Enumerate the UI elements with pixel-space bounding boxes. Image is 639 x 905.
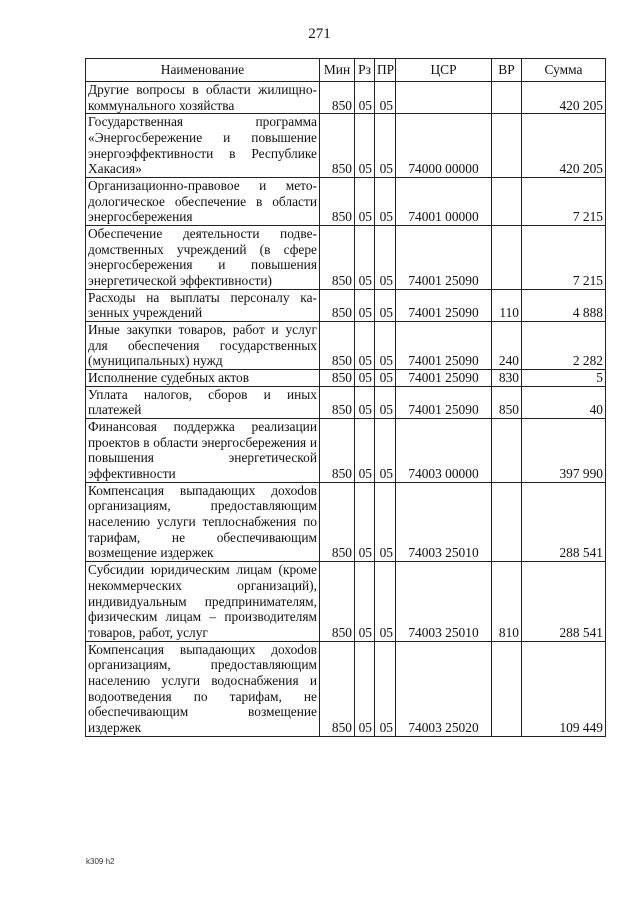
- cell-min: 850: [320, 641, 355, 736]
- cell-pr: 05: [375, 114, 396, 178]
- cell-rz: 05: [355, 289, 375, 321]
- table-row: [86, 482, 606, 561]
- budget-table: [85, 58, 606, 737]
- column-header-vr: ВР: [492, 59, 522, 82]
- cell-rz: 05: [355, 178, 375, 226]
- cell-rz: 05: [355, 419, 375, 483]
- cell-vr: 110: [492, 289, 522, 321]
- cell-name: Государственная программа «Энергосбережение и повышение энергоэффективности в Республике Хакасия»: [86, 114, 320, 178]
- cell-pr: 05: [375, 370, 396, 387]
- cell-pr: 05: [375, 322, 396, 370]
- cell-rz: 05: [355, 322, 375, 370]
- cell-csr: 74003 00000: [396, 419, 492, 483]
- cell-csr: 74001 25090: [396, 370, 492, 387]
- cell-min: 850: [320, 386, 355, 418]
- table-row: [86, 114, 606, 178]
- cell-sum: 397 990: [522, 419, 606, 483]
- cell-min: 850: [320, 419, 355, 483]
- cell-pr: 05: [375, 562, 396, 641]
- table-row: [86, 226, 606, 290]
- cell-pr: 05: [375, 482, 396, 561]
- cell-vr: [492, 641, 522, 736]
- cell-min: 850: [320, 322, 355, 370]
- cell-vr: [492, 419, 522, 483]
- cell-rz: 05: [355, 226, 375, 290]
- cell-vr: [492, 178, 522, 226]
- table-row: [86, 82, 606, 114]
- cell-min: 850: [320, 178, 355, 226]
- table-row: [86, 386, 606, 418]
- cell-name: Иные закупки товаров, работ и услуг для обеспечения государственных (муниципальных) нужд: [86, 322, 320, 370]
- column-header-csr: ЦСР: [396, 59, 492, 82]
- cell-pr: 05: [375, 289, 396, 321]
- cell-sum: 7 215: [522, 178, 606, 226]
- column-header-pr: ПР: [375, 59, 396, 82]
- cell-min: 850: [320, 289, 355, 321]
- cell-rz: 05: [355, 562, 375, 641]
- cell-name: Финансовая поддержка реализации проектов в области энергосбережения и повышения энергетической эффективности: [86, 419, 320, 483]
- cell-csr: 74003 25020: [396, 641, 492, 736]
- cell-min: 850: [320, 82, 355, 114]
- cell-min: 850: [320, 482, 355, 561]
- column-header-min: Мин: [320, 59, 355, 82]
- cell-sum: 5: [522, 370, 606, 387]
- column-header-rz: Рз: [355, 59, 375, 82]
- cell-rz: 05: [355, 82, 375, 114]
- cell-csr: 74003 25010: [396, 562, 492, 641]
- table-row: [86, 419, 606, 483]
- cell-rz: 05: [355, 114, 375, 178]
- cell-name: Организационно-правовое и методологическое обеспечение в области энергосбережения: [86, 178, 320, 226]
- cell-name: Исполнение судебных актов: [86, 370, 320, 387]
- cell-rz: 05: [355, 641, 375, 736]
- cell-sum: 2 282: [522, 322, 606, 370]
- cell-name: Уплата налогов, сборов и иных платежей: [86, 386, 320, 418]
- column-header-name: Наименование: [86, 59, 320, 82]
- table-header-row: [86, 59, 606, 82]
- cell-pr: 05: [375, 178, 396, 226]
- cell-rz: 05: [355, 482, 375, 561]
- cell-sum: 420 205: [522, 114, 606, 178]
- column-header-sum: Сумма: [522, 59, 606, 82]
- cell-pr: 05: [375, 386, 396, 418]
- cell-vr: 240: [492, 322, 522, 370]
- cell-csr: 74001 25090: [396, 322, 492, 370]
- cell-csr: 74003 25010: [396, 482, 492, 561]
- cell-pr: 05: [375, 226, 396, 290]
- table-row: [86, 562, 606, 641]
- cell-csr: 74001 00000: [396, 178, 492, 226]
- table-row: [86, 289, 606, 321]
- cell-sum: 288 541: [522, 482, 606, 561]
- cell-csr: 74001 25090: [396, 386, 492, 418]
- cell-csr: 74000 00000: [396, 114, 492, 178]
- cell-pr: 05: [375, 82, 396, 114]
- table-row: [86, 178, 606, 226]
- footer-code: k309 h2: [86, 857, 115, 866]
- cell-min: 850: [320, 226, 355, 290]
- cell-sum: 40: [522, 386, 606, 418]
- cell-pr: 05: [375, 641, 396, 736]
- cell-name: Компенсация выпадающих дохоdов организациям, предоставляющим населению услуги теплоснабжения по тарифам, не обеспечивающим возмещение издержек: [86, 482, 320, 561]
- cell-csr: 74001 25090: [396, 289, 492, 321]
- cell-vr: 830: [492, 370, 522, 387]
- page-number: 271: [308, 26, 331, 42]
- cell-sum: 420 205: [522, 82, 606, 114]
- cell-name: Другие вопросы в области жилищно-коммунального хозяйства: [86, 82, 320, 114]
- cell-min: 850: [320, 114, 355, 178]
- cell-min: 850: [320, 370, 355, 387]
- cell-rz: 05: [355, 386, 375, 418]
- cell-vr: [492, 226, 522, 290]
- cell-vr: [492, 114, 522, 178]
- cell-name: Субсидии юридическим лицам (кроме некоммерческих организаций), индивидуальным предпринимателям, физическим лицам – производителям товаров, работ, услуг: [86, 562, 320, 641]
- cell-sum: 7 215: [522, 226, 606, 290]
- cell-csr: [396, 82, 492, 114]
- cell-csr: 74001 25090: [396, 226, 492, 290]
- cell-vr: [492, 82, 522, 114]
- cell-sum: 4 888: [522, 289, 606, 321]
- cell-vr: [492, 482, 522, 561]
- cell-name: Расходы на выплаты персоналу казенных учреждений: [86, 289, 320, 321]
- cell-vr: 810: [492, 562, 522, 641]
- table-row: [86, 370, 606, 387]
- table-row: [86, 322, 606, 370]
- cell-sum: 109 449: [522, 641, 606, 736]
- cell-name: Обеспечение деятельности подведомственных учреждений (в сфере энергосбережения и повышения энергетической эффективности): [86, 226, 320, 290]
- cell-vr: 850: [492, 386, 522, 418]
- table-row: [86, 641, 606, 736]
- cell-sum: 288 541: [522, 562, 606, 641]
- cell-rz: 05: [355, 370, 375, 387]
- cell-pr: 05: [375, 419, 396, 483]
- cell-min: 850: [320, 562, 355, 641]
- cell-name: Компенсация выпадающих дохоdов организациям, предоставляющим населению услуги водоснабжения и водоотведения по тарифам, не обеспечивающим возмещение издержек: [86, 641, 320, 736]
